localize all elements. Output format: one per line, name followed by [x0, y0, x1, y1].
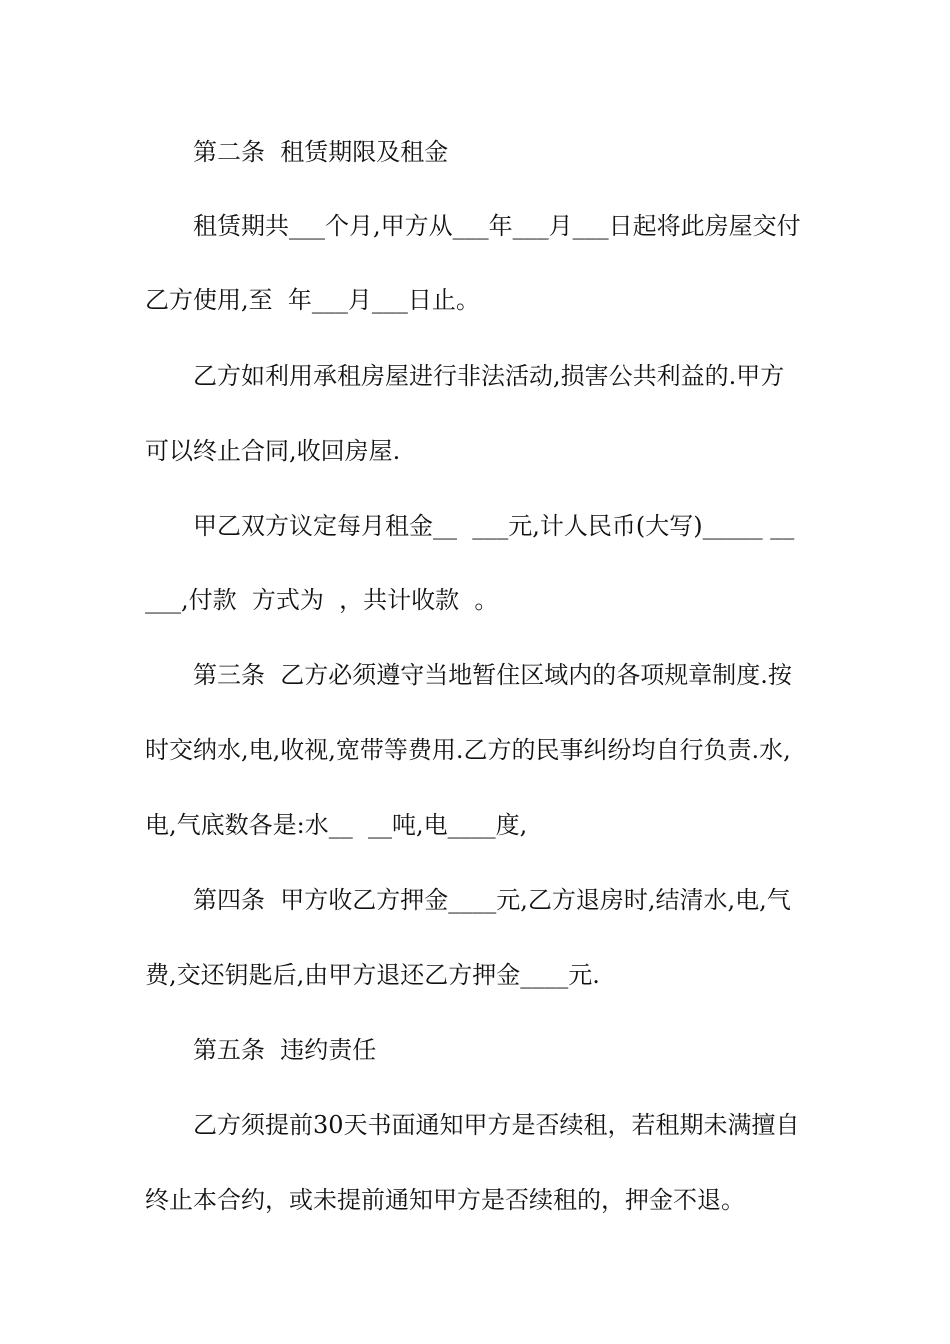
breach-line-2: 终止本合约，或未提前通知甲方是否续租的，押金不退。	[145, 1186, 745, 1214]
rent-amount-line-2: ___,付款 方式为 ，共计收款 。	[145, 586, 499, 614]
article-3-line-1: 第三条 乙方必须遵守当地暂住区域内的各项规章制度.按	[193, 661, 792, 689]
article-4-line-1: 第四条 甲方收乙方押金____元,乙方退房时,结清水,电,气	[193, 886, 791, 914]
illegal-use-line-2: 可以终止合同,收回房屋.	[145, 437, 401, 465]
lease-term-line-1: 租赁期共___个月,甲方从___年___月___日起将此房屋交付	[193, 212, 801, 240]
article-4-line-2: 费,交还钥匙后,由甲方退还乙方押金____元.	[145, 961, 600, 989]
article-2-heading: 第二条 租赁期限及租金	[193, 138, 449, 166]
breach-line-1: 乙方须提前30天书面通知甲方是否续租，若租期未满擅自	[193, 1111, 800, 1139]
illegal-use-line-1: 乙方如利用承租房屋进行非法活动,损害公共利益的.甲方	[193, 362, 785, 390]
rent-amount-line-1: 甲乙双方议定每月租金__ ___元,计人民币(大写)_____ __	[193, 512, 795, 540]
article-3-line-2: 时交纳水,电,收视,宽带等费用.乙方的民事纠纷均自行负责.水,	[145, 736, 791, 764]
article-3-line-3: 电,气底数各是:水__ __吨,电____度,	[145, 811, 528, 839]
lease-term-line-2: 乙方使用,至 年___月___日止。	[145, 286, 480, 314]
article-5-heading: 第五条 违约责任	[193, 1036, 377, 1064]
